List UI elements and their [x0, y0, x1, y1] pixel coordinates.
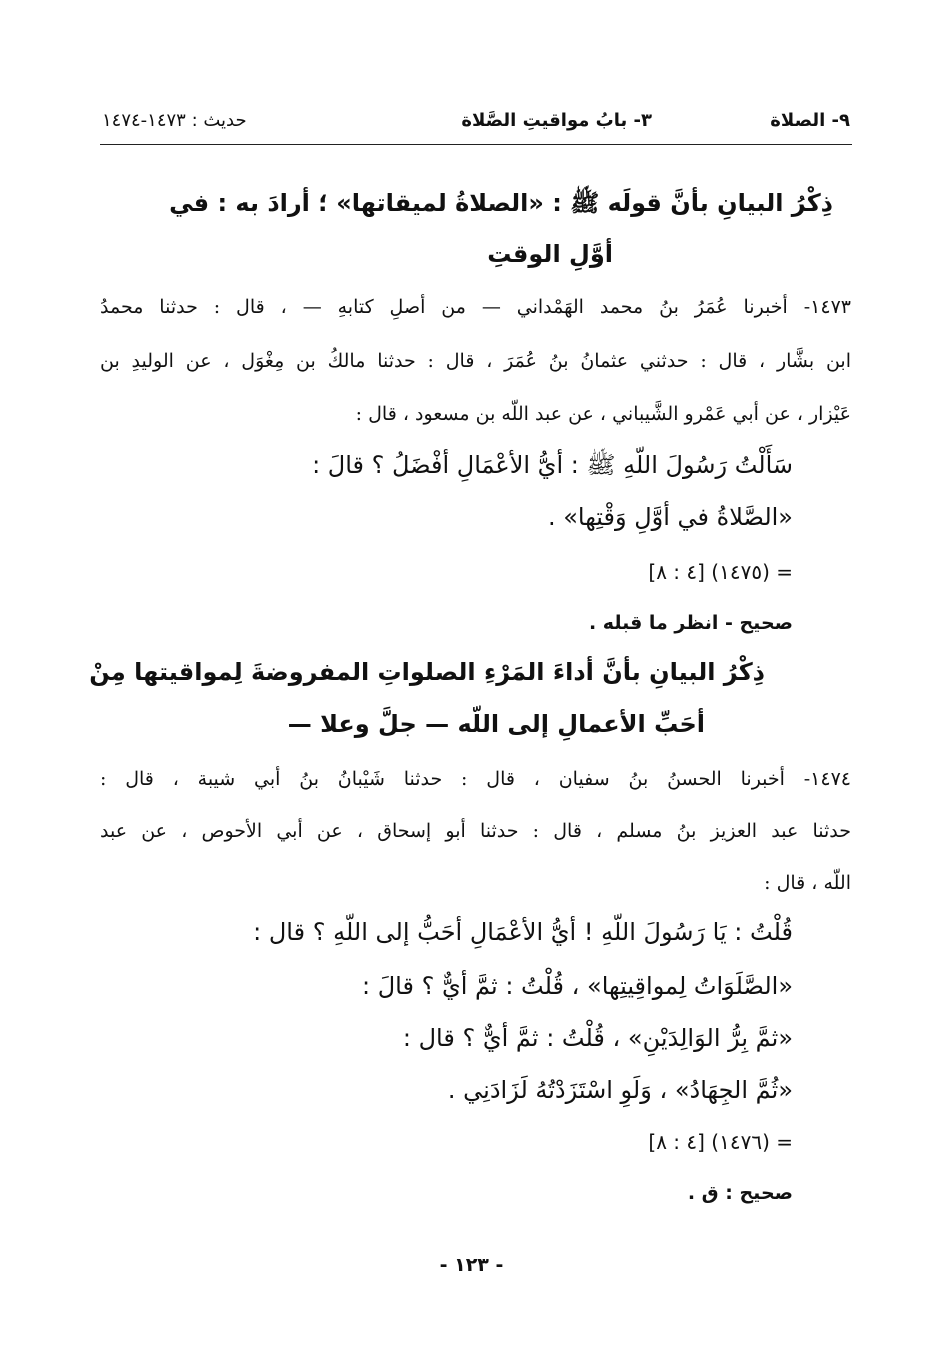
matn-line: قُلْتُ : يَا رَسُولَ اللّهِ ! أيُّ الأعْمَالِ أحَبُّ إلى اللّهِ ؟ قال :	[253, 918, 793, 946]
matn-line: «ثمَّ بِرُّ الوَالِدَيْنِ» ، قُلْتُ : ثمَّ أيٌّ ؟ قال :	[402, 1024, 793, 1052]
isnad-line: ١٤٧٣- أخبرنا عُمَرُ بنُ محمد الهَمْداني — من أصلِ كتابهِ — ، قال : حدثنا محمدُ	[100, 296, 851, 318]
section-heading-line: أوَّلِ الوقتِ	[487, 240, 613, 268]
isnad-line: حدثنا عبد العزيز بنُ مسلم ، قال : حدثنا أبو إسحاق ، عن أبي الأحوص ، عن عبد	[100, 820, 851, 842]
section-heading-line: ذِكْرُ البيانِ بأنَّ قولَه ﷺ : «الصلاةُ لميقاتها» ؛ أرادَ به : في	[169, 189, 833, 217]
matn-line: «الصَّلاةُ في أوَّلِ وَقْتِها» .	[547, 503, 793, 531]
isnad-line: عَيْزار ، عن أبي عَمْرو الشَّيباني ، عن عبد اللّه بن مسعود ، قال :	[355, 403, 851, 425]
isnad-line: ١٤٧٤- أخبرنا الحسنُ بنُ سفيان ، قال : حدثنا شَيْبانُ بنُ أبي شيبة ، قال :	[100, 768, 851, 790]
hadith-range: حديث : ١٤٧٣-١٤٧٤	[102, 110, 247, 131]
matn-line: «الصَّلَوَاتُ لِمواقِيتِها» ، قُلْتُ : ثمَّ أيٌّ ؟ قالَ :	[362, 972, 793, 1000]
matn-line: سَأَلْتُ رَسُولَ اللّهِ ﷺ : أيُّ الأعْمَالِ أفْضَلُ ؟ قالَ :	[312, 451, 793, 479]
header-rule	[100, 144, 852, 145]
chapter-title: ٣- بابُ مواقيتِ الصَّلاة	[461, 110, 652, 131]
cross-reference: = (١٤٧٦) [٤ : ٨]	[648, 1130, 793, 1154]
hadith-grade: صحيح - انظر ما قبله .	[588, 612, 793, 634]
section-heading-line: ذِكْرُ البيانِ بأنَّ أداءَ المَرْءِ الصلواتِ المفروضةَ لِمواقيتها مِنْ	[89, 658, 765, 686]
book-title: ٩- الصلاة	[770, 110, 850, 131]
running-header	[100, 106, 852, 140]
cross-reference: = (١٤٧٥) [٤ : ٨]	[648, 560, 793, 584]
page-number: - ١٢٣ -	[439, 1254, 504, 1276]
hadith-grade: صحيح : ق .	[687, 1182, 793, 1204]
section-heading-line: أحَبِّ الأعمالِ إلى اللّه — جلَّ وعلا —	[287, 710, 705, 738]
isnad-line: اللّه ، قال :	[764, 872, 851, 894]
isnad-line: ابن بشَّار ، قال : حدثني عثمانُ بنُ عُمَرَ ، قال : حدثنا مالكُ بن مِغْوَل ، عن الوليدِ بن	[100, 350, 851, 372]
matn-line: «ثُمَّ الجِهَادُ» ، وَلَوِ اسْتَزَدْتُهُ لَزَادَنِي .	[447, 1076, 793, 1104]
